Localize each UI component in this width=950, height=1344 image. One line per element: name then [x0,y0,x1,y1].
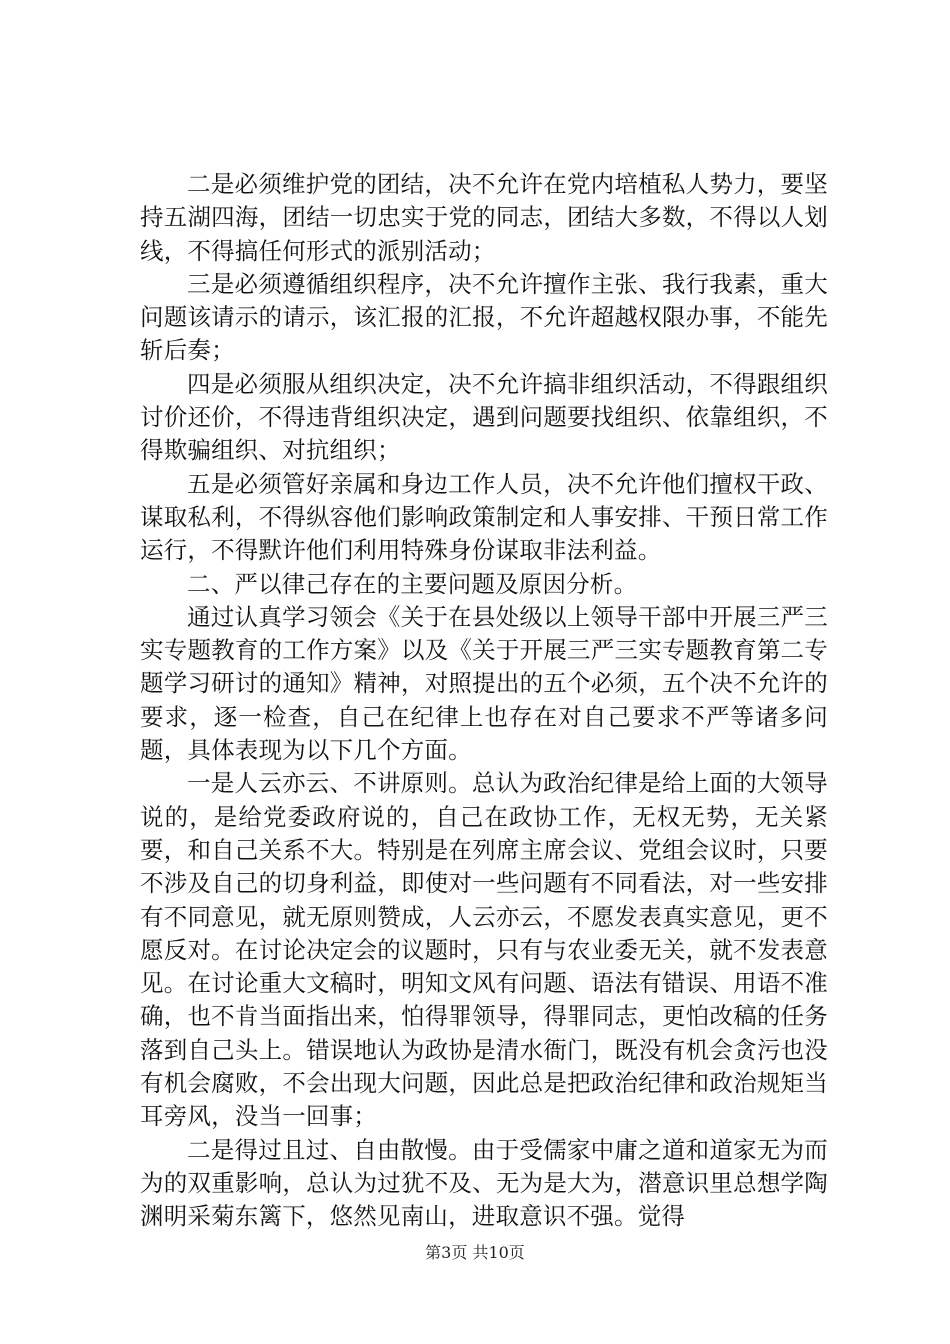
page-number-footer: 第3页 共10页 [425,1243,525,1262]
paragraph: 二是必须维护党的团结，决不允许在党内培植私人势力，要坚持五湖四海，团结一切忠实于党的同志，团结大多数，不得以人划线，不得搞任何形式的派别活动； [140,170,828,265]
section-heading: 二、严以律己存在的主要问题及原因分析。 [187,569,638,598]
document-body [140,168,828,1234]
paragraph: 四是必须服从组织决定，决不允许搞非组织活动，不得跟组织讨价还价，不得违背组织决定，遇到问题要找组织、依靠组织，不得欺骗组织、对抗组织； [140,369,828,465]
paragraph: 通过认真学习领会《关于在县处级以上领导干部中开展三严三实专题教育的工作方案》以及《关于开展三严三实专题教育第二专题学习研讨的通知》精神，对照提出的五个必须，五个决不允许的要求，逐一检查，自己在纪律上也存在对自己要求不严等诸多问题，具体表现为以下几个方面。 [140,602,828,765]
paragraph: 三是必须遵循组织程序，决不允许擅作主张、我行我素，重大问题该请示的请示，该汇报的汇报，不允许超越权限办事，不能先斩后奏； [140,269,828,365]
paragraph: 二是得过且过、自由散慢。由于受儒家中庸之道和道家无为而为的双重影响，总认为过犹不及、无为是大为，潜意识里总想学陶渊明采菊东篱下，悠然见南山，进取意识不强。觉得 [140,1135,828,1231]
paragraph: 一是人云亦云、不讲原则。总认为政治纪律是给上面的大领导说的，是给党委政府说的，自己在政协工作，无权无势，无关紧要，和自己关系不大。特别是在列席主席会议、党组会议时，只要不涉及自己的切身利益，即使对一些问题有不同看法，对一些安排有不同意见，就无原则赞成，人云亦云，不愿发表真实意见，更不愿反对。在讨论决定会的议题时，只有与农业委无关，就不发表意见。在讨论重大文稿时，明知文风有问题、语法有错误、用语不准确，也不肯当面指出来，怕得罪领导，得罪同志，更怕改稿的任务落到自己头上。错误地认为政协是清水衙门，既没有机会贪污也没有机会腐败，不会出现大问题，因此总是把政治纪律和政治规矩当耳旁风，没当一回事； [140,769,828,1131]
paragraph: 五是必须管好亲属和身边工作人员，决不允许他们擅权干政、谋取私利，不得纵容他们影响政策制定和人事安排、干预日常工作运行，不得默许他们利用特殊身份谋取非法利益。 [140,469,828,565]
